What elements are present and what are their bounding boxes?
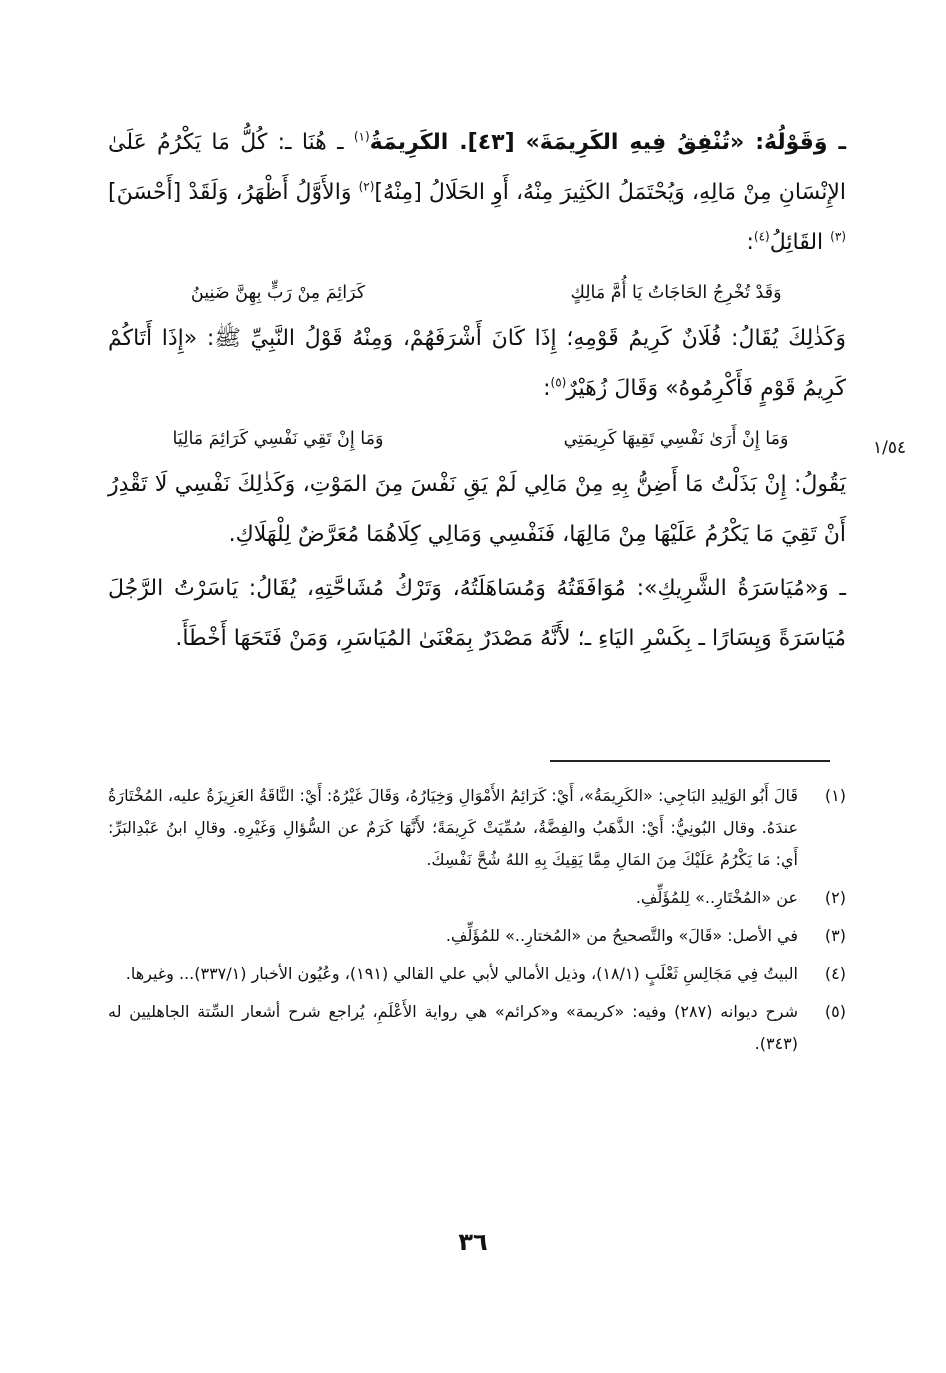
footnote-number: (٥) (824, 1002, 846, 1021)
footnote-item (108, 996, 846, 1060)
footnote-marker-2: (٢) (358, 179, 375, 194)
footnote-marker-4: (٤) (753, 229, 770, 244)
footnote-text: عن «المُخْتَارِ..» لِلمُؤَلِّفِ. (635, 888, 798, 907)
footnote-marker-3: (٣) (830, 229, 846, 244)
footnote-item (108, 780, 846, 876)
verse-1 (108, 268, 846, 314)
footnote-number: (٢) (824, 888, 846, 907)
footnotes-section (108, 780, 846, 1066)
paragraph-1-text: ـ وَقَوْلُهُ: «تُنْفِقُ فِيهِ الكَرِيمَةَ» [٤٣]. الكَرِيمَةُ (369, 130, 846, 155)
footnote-marker-5: (٥) (550, 375, 567, 390)
paragraph-3: يَقُولُ: إِنْ بَذَلْتُ مَا أَضِنُّ بِهِ مِنْ مَالِي لَمْ يَقِ نَفْسَ مِنَ المَوْتِ، وَكَذٰلِكَ نَفْسِي لَا تَقْدِرُ أَنْ تَقِيَ مَا يَكْرُمُ عَلَيْهَا مِنْ مَالِهَا، فَنَفْسِي وَمَالِي كِلَاهُمَا مُعَرَّضٌ لِلْهَلَاكِ. (108, 472, 846, 547)
footnote-text: قَالَ أَبُو الوَلِيدِ البَاجِي: «الكَرِيمَةُ»، أَيْ: كَرَائِمُ الأَمْوَالِ وَخِيَارُهُ، وَقَالَ غَيْرُهُ: أَيْ: النَّاقَةُ العَزِيزَةُ عليه، المُخْتَارَةُ عندَهُ. وقال البُونِيُّ: أَيْ: الذَّهَبُ والفِضَّةُ، سُمِّيَتْ كَرِيمَةً؛ لأَنَّهَا كَرَمٌ عن السُّؤالِ وَغَيْرِهِ. وقالِ ابنُ عَبْدِالبَرِّ: أَي: مَا يَكْرُمُ عَلَيْكَ مِنَ المَالِ مِمَّا يَقِيكَ بِهِ اللهُ شُحَّ نَفْسِكَ. (108, 786, 798, 869)
footnote-marker-1: (١) (353, 129, 370, 144)
paragraph-1 (108, 118, 846, 268)
verse-2 (108, 414, 846, 460)
verse-2-second-hemistich: وَمَا إِنْ تَقِي نَفْسِي كَرَائِمَ مَالِيَا (172, 429, 384, 449)
footnote-text: شرح ديوانه (٢٨٧) وفيه: «كريمة» و«كرائم» هي رواية الأَعْلَمِ، يُراجع شرح أشعار السِّتة الجاهليين له (٣٤٣). (108, 1002, 799, 1053)
footnote-text: البيتُ فِي مَجَالِسِ ثَعْلَبٍ (١٨/١)، وذيل الأمالي لأبي علي القالي (١٩١)، وعُيُون الأخبار (٣٣٧/١)... وغيرها. (125, 964, 798, 983)
verse-1-first-hemistich: وَقَدْ تُخْرِجُ الحَاجَاتُ يَا أُمَّ مَالِكٍ (570, 283, 782, 303)
paragraph-2-text: وَكَذٰلِكَ يُقَالُ: فُلَانٌ كَرِيمُ قَوْمِهِ؛ إِذَا كَانَ أَشْرَفَهُمْ، وَمِنْهُ قَوْلُ النَّبِيِّ ﷺ: «إِذَا أَتَاكُمْ كَرِيمُ قَوْمٍ فَأَكْرِمُوهُ» وَقَالَ زُهَيْرٌ (108, 326, 846, 401)
verse-2-first-hemistich: وَمَا إِنْ أَرَىٰ نَفْسِي تَقِيهَا كَرِيمَتِي (563, 429, 789, 449)
paragraph-2 (108, 314, 846, 414)
verse-1-second-hemistich: كَرَائِمَ مِنْ رَبٍّ بِهِنَّ ضَنِينُ (190, 283, 366, 303)
page-number: ٣٦ (458, 1228, 488, 1256)
footnote-number: (٤) (824, 964, 846, 983)
footnote-item (108, 958, 846, 990)
paragraph-1-text-d: القَائِلُ (769, 230, 831, 255)
footnote-divider (550, 760, 830, 762)
paragraph-4: ـ وَ«مُيَاسَرَةُ الشَّرِيكِ»: مُوَافَقَتُهُ وَمُسَاهَلَتُهُ، وَتَرْكُ مُشَاحَّتِهِ، يُقَالُ: يَاسَرْتُ الرَّجُلَ مُيَاسَرَةً وَيِسَارًا ـ بِكَسْرِ اليَاءِ ـ؛ لأَنَّهُ مَصْدَرٌ بِمَعْنَىٰ المُيَاسَرِ، وَمَنْ فَتَحَهَا أَخْطَأَ. (108, 576, 846, 651)
paragraph-1-text-b: ـ هُنَا ـ: كُلُّ مَا يَكْرُمُ عَلَىٰ الإِنْسَانِ مِنْ مَالِهِ، وَيُحْتَمَلُ الكَثِيرَ مِنْهُ، أَوِ الحَلَالُ [مِنْهُ] (108, 130, 846, 205)
margin-reference: ١/٥٤ (873, 438, 907, 458)
paragraph-1-text-c: وَالأَوَّلُ أَظْهَرُ، وَلَقَدْ [أَحْسَنَ] (108, 180, 359, 205)
footnote-number: (١) (824, 786, 846, 805)
footnote-text: في الأصل: «قَالَ» والتَّصحيحُ من «المُختارِ..» للمُؤَلِّفِ. (445, 926, 798, 945)
main-text-body (108, 118, 846, 664)
footnote-item (108, 882, 846, 914)
paragraph-2-text-b: : (543, 376, 551, 401)
footnote-number: (٣) (824, 926, 846, 945)
footnote-item (108, 920, 846, 952)
paragraph-1-text-e: : (746, 230, 754, 255)
